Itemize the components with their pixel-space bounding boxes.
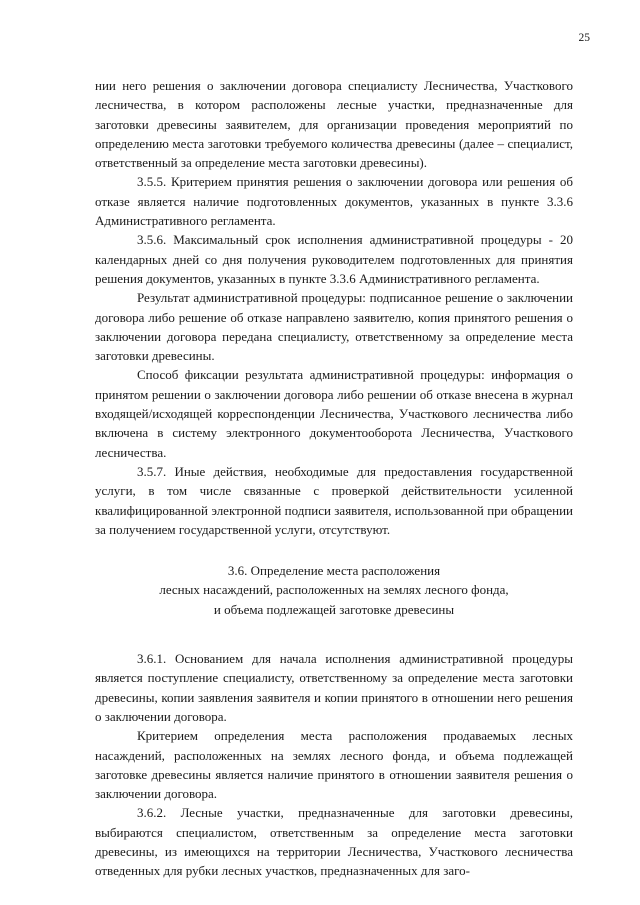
document-body [95,76,573,881]
paragraph: Результат административной процедуры: подписанное решение о заключении договора либо решение об отказе направлено заявителю, копия принятого решения о заключении договора передана специалисту, ответственному за определение места заготовки древесины. [95,290,573,364]
paragraph: 3.5.5. Критерием принятия решения о заключении договора или решения об отказе является наличие подготовленных документов, указанных в пункте 3.3.6 Административного регламента. [95,174,573,229]
page-number: 25 [578,32,590,44]
paragraph: 3.5.7. Иные действия, необходимые для предоставления государственной услуги, в том числе связанные с проверкой действительности усиленной квалифицированной электронной подписи заявителя, использованной при обращении за получением государственной услуги, отсутствуют. [95,463,573,537]
paragraphs-before-section [95,76,573,539]
section-heading-line-3: и объема подлежащей заготовке древесины [213,601,455,617]
paragraph: нии него решения о заключении договора специалисту Лесничества, Участкового лесничества, в котором расположены лесные участки, предназначенные для заготовки древесины заявителем, для организации проведения мероприятий по определению места заготовки требуемого количества древесины (далее – специалист, ответственный за определение места заготовки древесины). [95,78,573,171]
paragraph: 3.6.2. Лесные участки, предназначенные для заготовки древесины, выбираются специалистом, ответственным за определение места заготовки древесины, из имеющихся на территории Лесничества, Участкового лесничества отведенных для рубки лесных участков, предназначенных для заго- [95,805,573,879]
section-heading-line-1: 3.6. Определение места расположения [227,563,441,579]
paragraph: Критерием определения места расположения продаваемых лесных насаждений, расположенных на землях лесного фонда, и объема подлежащей заготовке древесины является наличие принятого в отношении заявителя решения о заключении договора. [95,728,573,802]
section-heading [95,561,573,619]
paragraphs-after-section [95,649,573,881]
paragraph: 3.5.6. Максимальный срок исполнения административной процедуры - 20 календарных дней со дня получения руководителем подготовленных для принятия решения документов, указанных в пункте 3.3.6 Административного регламента. [95,232,573,286]
section-heading-line-2: лесных насаждений, расположенных на землях лесного фонда, [159,582,509,598]
paragraph: Способ фиксации результата административной процедуры: информация о принятом решении о заключении договора либо решении об отказе внесена в журнал входящей/исходящей корреспонденции Лесничества, Участкового лесничества либо включена в систему электронного документооборота Лесничества, Участкового лесничества. [95,367,573,460]
paragraph: 3.6.1. Основанием для начала исполнения административной процедуры является поступление специалисту, ответственному за определение места заготовки древесины, копии заявления заявителя и копии принятого в отношении него решения о заключении договора. [95,651,573,724]
